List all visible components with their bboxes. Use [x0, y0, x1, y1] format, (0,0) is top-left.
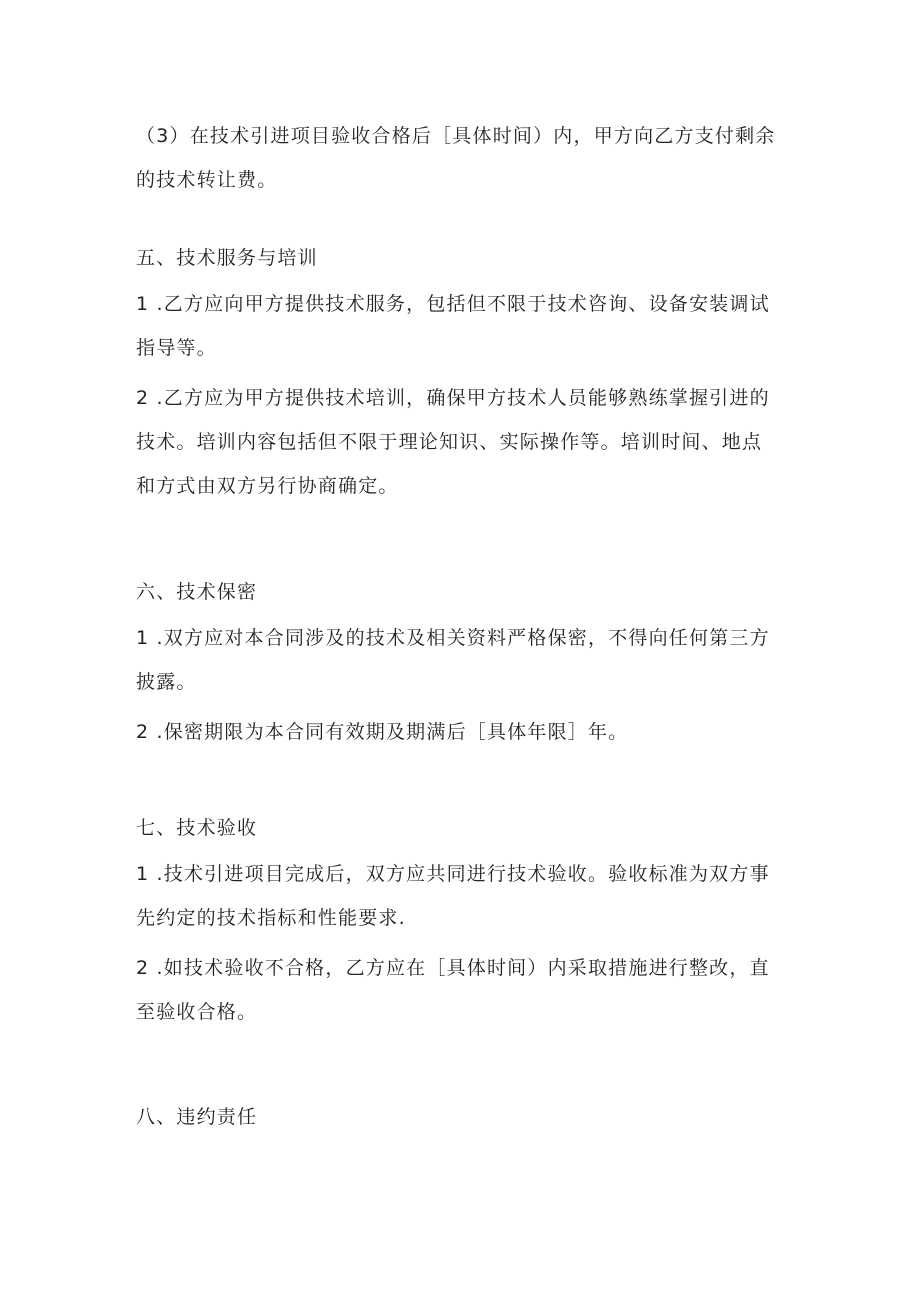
paragraph-line: 1 .双方应对本合同涉及的技术及相关资料严格保密，不得向任何第三方 [136, 627, 770, 649]
paragraph-line: 指导等。 [136, 337, 217, 359]
section7-item-2 [136, 946, 786, 1034]
paragraph-line: 2 .保密期限为本合同有效期及期满后［具体年限］年。 [136, 721, 629, 743]
section-heading-7: 七、技术验收 [136, 817, 258, 839]
paragraph-line: 至验收合格。 [136, 1001, 258, 1023]
section-heading-8: 八、违约责任 [136, 1106, 258, 1128]
section-heading-5: 五、技术服务与培训 [136, 247, 318, 269]
paragraph-line: 技术。培训内容包括但不限于理论知识、实际操作等。培训时间、地点 [136, 431, 763, 453]
section5-item-1 [136, 282, 786, 370]
paragraph-line: 披露。 [136, 671, 197, 693]
section-heading-6: 六、技术保密 [136, 581, 258, 603]
paragraph-line: 1 .乙方应向甲方提供技术服务，包括但不限于技术咨询、设备安装调试 [136, 293, 770, 315]
paragraph-line: （3）在技术引进项目验收合格后［具体时间）内，甲方向乙方支付剩余 [136, 125, 776, 147]
paragraph-line: 先约定的技术指标和性能要求. [136, 907, 406, 929]
payment-clause-3 [136, 114, 786, 202]
section5-item-2 [136, 376, 786, 508]
section7-item-1 [136, 852, 786, 940]
paragraph-line: 1 .技术引进项目完成后，双方应共同进行技术验收。验收标准为双方事 [136, 863, 770, 885]
paragraph-line: 和方式由双方另行协商确定。 [136, 475, 399, 497]
section6-item-2 [136, 710, 786, 754]
paragraph-line: 2 .乙方应为甲方提供技术培训，确保甲方技术人员能够熟练掌握引进的 [136, 387, 770, 409]
paragraph-line: 的技术转让费。 [136, 169, 278, 191]
paragraph-line: 2 .如技术验收不合格，乙方应在［具体时间）内采取措施进行整改，直 [136, 957, 770, 979]
section6-item-1 [136, 616, 786, 704]
